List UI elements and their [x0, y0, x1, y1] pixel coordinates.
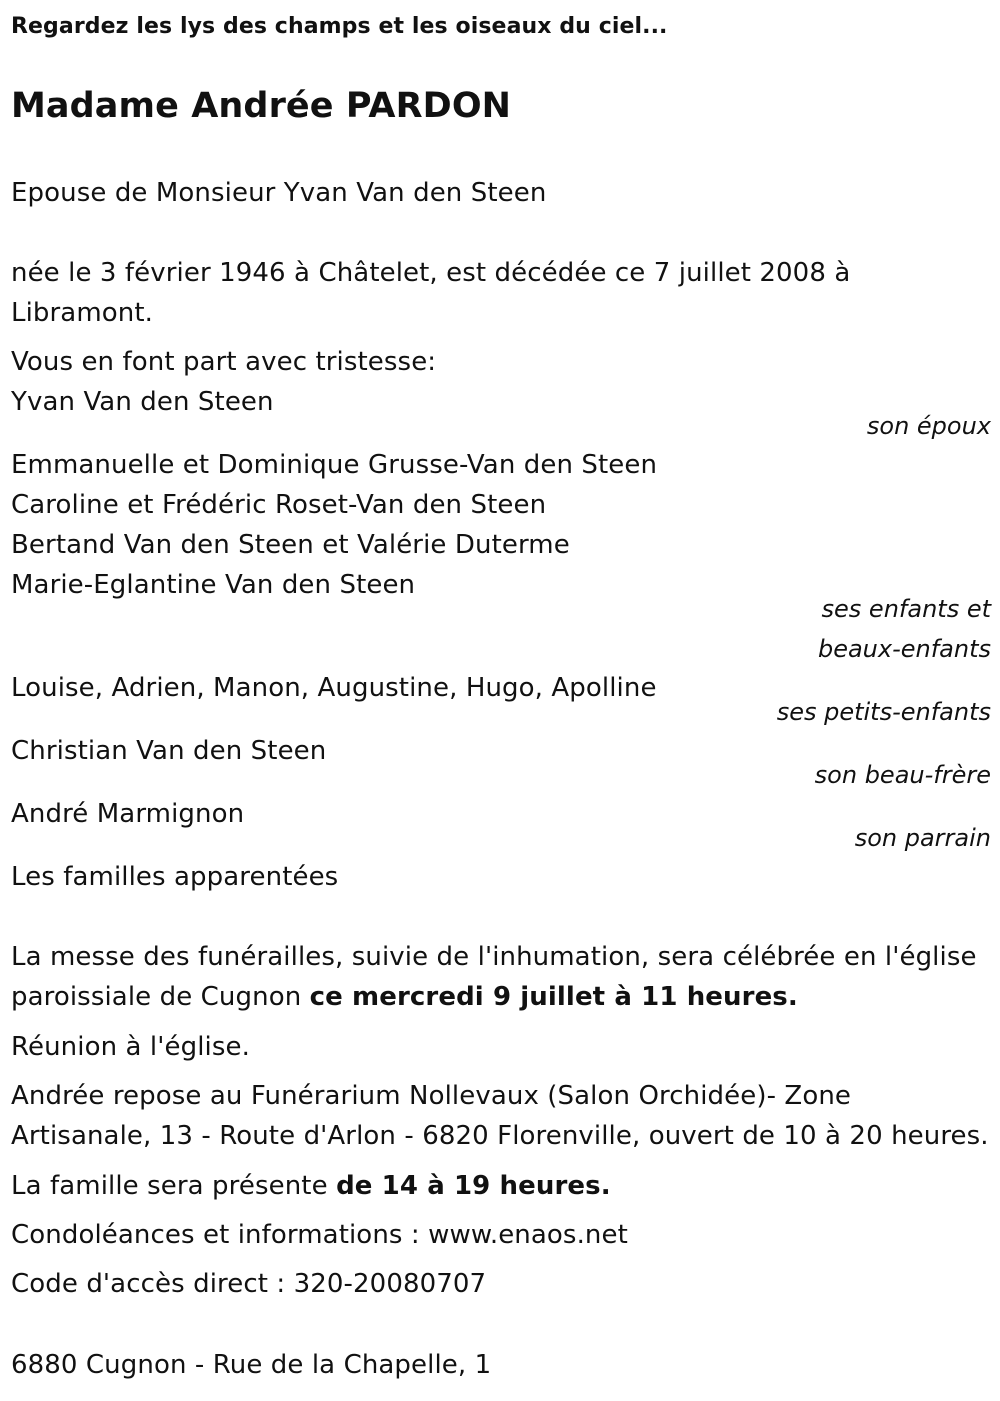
family-member-child: Marie-Eglantine Van den Steen [11, 570, 416, 600]
meeting-line: Réunion à l'église. [11, 1032, 250, 1062]
mass-datetime-text: ce mercredi 9 juillet à 11 heures. [309, 982, 798, 1012]
opening-quote: Regardez les lys des champs et les oiseaux du ciel... [11, 14, 668, 39]
family-member-child: Emmanuelle et Dominique Grusse-Van den Steen [11, 450, 658, 480]
role-godfather: son parrain [854, 824, 991, 852]
mass-line-2 [11, 977, 798, 1017]
family-member-child: Caroline et Frédéric Roset-Van den Steen [11, 490, 547, 520]
access-code-line: Code d'accès direct : 320-20080707 [11, 1269, 487, 1299]
rest-line-2: Artisanale, 13 - Route d'Arlon - 6820 Florenville, ouvert de 10 à 20 heures. [11, 1121, 989, 1151]
role-epoux: son époux [866, 412, 991, 440]
family-member-godfather: André Marmignon [11, 799, 245, 829]
condolences-line: Condoléances et informations : www.enaos.net [11, 1220, 628, 1250]
family-member-grandchildren: Louise, Adrien, Manon, Augustine, Hugo, Apolline [11, 673, 657, 703]
family-present-text: La famille sera présente [11, 1171, 337, 1201]
role-brother-in-law: son beau-frère [814, 761, 991, 789]
mass-line-1: La messe des funérailles, suivie de l'inhumation, sera célébrée en l'église [11, 942, 977, 972]
rest-line-1: Andrée repose au Funérarium Nollevaux (Salon Orchidée)- Zone [11, 1081, 852, 1111]
birth-death-line-1: née le 3 février 1946 à Châtelet, est décédée ce 7 juillet 2008 à [11, 258, 851, 288]
role-children-line-1: ses enfants et [821, 595, 991, 623]
address-line: 6880 Cugnon - Rue de la Chapelle, 1 [11, 1350, 492, 1380]
family-present-hours: de 14 à 19 heures. [336, 1171, 611, 1201]
family-member-child: Bertand Van den Steen et Valérie Duterme [11, 530, 570, 560]
mass-location-text: paroissiale de Cugnon [11, 982, 310, 1012]
family-member-epoux: Yvan Van den Steen [11, 387, 274, 417]
role-grandchildren: ses petits-enfants [776, 698, 991, 726]
role-children-line-2: beaux-enfants [817, 635, 991, 663]
deceased-name: Madame Andrée PARDON [11, 86, 512, 126]
family-member-brother-in-law: Christian Van den Steen [11, 736, 327, 766]
birth-death-line-2: Libramont. [11, 298, 154, 328]
relatives-line: Les familles apparentées [11, 862, 339, 892]
announcement-line: Vous en font part avec tristesse: [11, 347, 437, 377]
family-present-line [11, 1166, 611, 1206]
spouse-line: Epouse de Monsieur Yvan Van den Steen [11, 178, 547, 208]
